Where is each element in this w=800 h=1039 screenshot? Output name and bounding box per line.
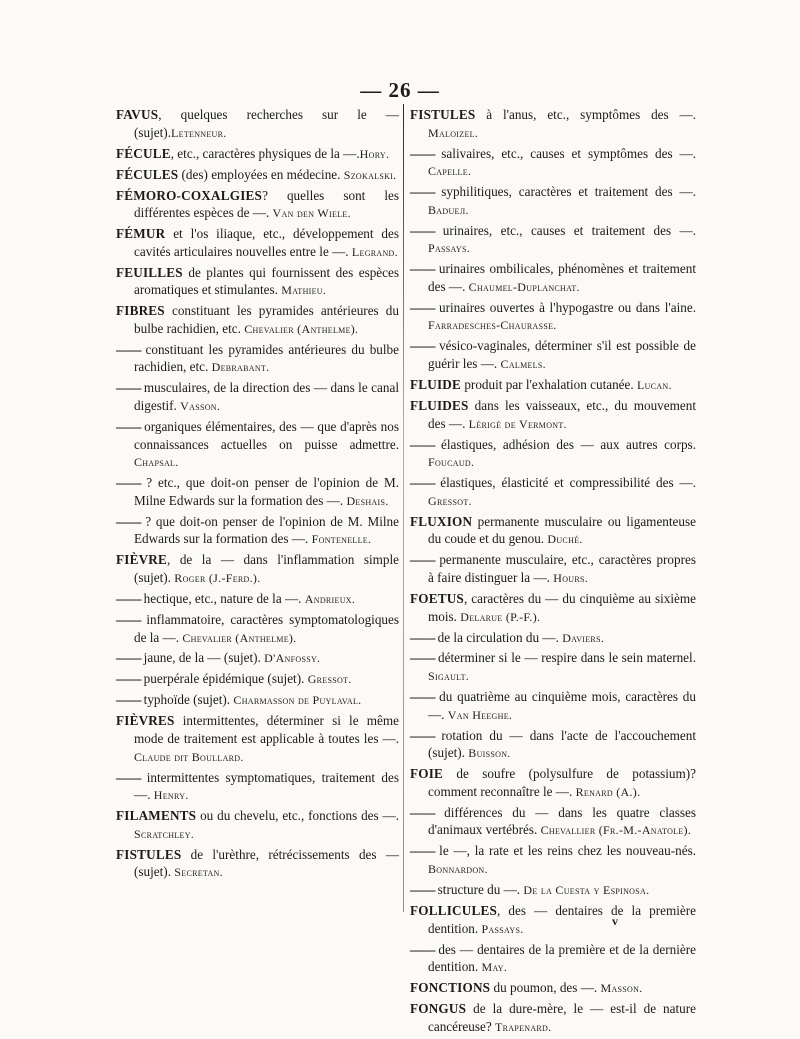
entry-author: Gressot. [307, 672, 352, 687]
entry-dash: —— [410, 184, 435, 200]
entry-dash: —— [116, 590, 141, 606]
index-entry [410, 222, 696, 258]
entry-heading: FOLLICULES [410, 902, 498, 918]
index-entry [116, 846, 399, 882]
entry-author: Henry. [153, 788, 189, 803]
entry-heading: FLUIDE [410, 377, 462, 393]
entry-dash: —— [410, 727, 435, 743]
entry-text: déterminer si le — respire dans le sein maternel. [434, 650, 696, 666]
entry-text: élastiques, élasticité et compressibilité des —. [434, 475, 696, 491]
entry-text: inflammatoire, caractères symptomatologiques de la —. [134, 611, 399, 645]
entry-author: Secretan. [174, 865, 223, 880]
entry-dash: —— [116, 650, 141, 666]
entry-text: et l'os iliaque, etc., développement des cavités articulaires nouvelles entre le —. [134, 226, 399, 259]
entry-text: , etc., caractères physiques de la —. [170, 145, 360, 161]
entry-dash: —— [410, 299, 435, 315]
entry-dash: —— [116, 341, 141, 357]
entry-heading: FÉCULE [116, 145, 171, 161]
entry-text: intermittentes, déterminer si le même mode de traitement est applicable à toutes les —. [134, 713, 399, 747]
index-entry [410, 649, 696, 685]
entry-dash: —— [410, 650, 435, 666]
entry-author: Scratchley. [134, 826, 195, 841]
entry-dash: —— [116, 671, 141, 687]
entry-heading: FLUXION [410, 513, 473, 529]
index-entry [116, 341, 399, 377]
entry-author: Fontenelle. [311, 532, 372, 547]
entry-text: rotation du — dans l'acte de l'accouchement (sujet). [428, 727, 696, 761]
index-entry [116, 712, 399, 766]
index-entry [116, 166, 399, 185]
entry-text: élastiques, adhésion des — aux autres corps. [434, 436, 696, 452]
index-entry [410, 1000, 696, 1036]
entry-author: Renard (A.). [575, 784, 641, 799]
entry-dash: —— [410, 475, 435, 491]
index-entry [410, 979, 696, 998]
entry-author: Passays. [481, 921, 524, 936]
entry-text: (des) employées en médecine. [178, 166, 344, 182]
index-entry [410, 299, 696, 335]
entry-author: Andrieux. [304, 591, 356, 606]
index-entry [116, 474, 399, 510]
entry-dash: —— [116, 475, 141, 491]
index-entry [410, 765, 696, 801]
index-entry [410, 688, 696, 724]
entry-author: Hours. [553, 570, 589, 585]
entry-text: des — dentaires de la première et de la dernière dentition. [428, 941, 696, 975]
entry-author: Debrabant. [211, 360, 270, 375]
entry-author: Mathieu. [281, 283, 327, 298]
entry-text: urinaires ouvertes à l'hypogastre ou dans l'aine. [434, 299, 696, 315]
index-entry [410, 145, 696, 181]
entry-heading: FOETUS [410, 590, 464, 606]
index-entry [116, 691, 399, 710]
entry-text: jaune, de la — (sujet). [140, 650, 265, 666]
index-entry [410, 183, 696, 219]
index-entry [116, 551, 399, 587]
entry-author: Lérigé de Vermont. [468, 416, 567, 431]
entry-text: constituant les pyramides antérieures du bulbe rachidien, etc. [134, 341, 399, 375]
entry-heading: FISTULES [410, 107, 476, 122]
index-entry [116, 611, 399, 647]
index-entry [116, 418, 399, 472]
entry-text: de soufre (polysulfure de potassium)? comment reconnaître le —. [428, 766, 696, 799]
entry-dash: —— [116, 513, 141, 529]
index-entry [116, 590, 399, 609]
index-entry [410, 376, 696, 395]
entry-author: Deshais. [346, 493, 389, 508]
entry-heading: FILAMENTS [116, 808, 197, 824]
entry-author: Van den Wiele. [272, 206, 351, 221]
entry-heading: FAVUS [116, 107, 159, 122]
entry-author: De la Cuesta y Espinosa. [523, 882, 650, 897]
index-entry [410, 106, 696, 142]
index-entry [410, 551, 696, 587]
entry-text: du quatrième au cinquième mois, caractères du —. [428, 689, 696, 722]
entry-dash: —— [116, 419, 141, 435]
entry-author: Legrand. [351, 244, 398, 259]
entry-author: Chaumel-Duplanchat. [468, 279, 580, 294]
entry-author: Foucaud. [428, 455, 475, 470]
entry-heading: FONCTIONS [410, 980, 491, 996]
entry-text: urinaires ombilicales, phénomènes et traitement des —. [428, 261, 696, 294]
entry-dash: —— [116, 611, 141, 627]
index-entry [116, 379, 399, 415]
entry-text: , de la — dans l'inflammation simple (sujet). [134, 552, 399, 585]
entry-heading: FÉCULES [116, 166, 179, 182]
entry-text: vésico-vaginales, déterminer s'il est possible de guérir les —. [428, 338, 696, 372]
entry-text: de la circulation du —. [434, 629, 563, 645]
entry-heading: FIBRES [116, 303, 165, 319]
entry-author: Szokalski. [343, 167, 397, 182]
index-entry [410, 474, 696, 510]
entry-text: de l'urèthre, rétrécissements des — (sujet). [134, 846, 399, 880]
catchword: v [612, 914, 618, 928]
entry-dash: —— [410, 629, 435, 645]
entry-author: Passays. [428, 241, 471, 256]
entry-text: , caractères du — du cinquième au sixième mois. [428, 590, 696, 624]
index-entry [116, 807, 399, 843]
entry-text: intermittentes symptomatiques, traitement des —. [134, 769, 399, 803]
index-entry [410, 397, 696, 433]
entry-text: le —, la rate et les reins chez les nouveau-nés. [434, 843, 696, 859]
entry-text: salivaires, etc., causes et symptômes des —. [434, 145, 696, 161]
entry-text: de la dure-mère, le — est-il de nature cancéreuse? [428, 1001, 696, 1034]
entry-dash: —— [410, 222, 435, 238]
entry-heading: FOIE [410, 766, 444, 782]
entry-heading: FEUILLES [116, 264, 183, 280]
entry-text: constituant les pyramides antérieures du bulbe rachidien, etc. [134, 303, 399, 336]
entry-text: ? que doit-on penser de l'opinion de M. Milne Edwards sur la formation des —. [134, 513, 399, 547]
entry-text: urinaires, etc., causes et traitement des —. [434, 222, 696, 238]
right-column [410, 106, 696, 1039]
page-number: — 26 — [360, 78, 440, 102]
entry-dash: —— [410, 261, 435, 277]
entry-dash: —— [116, 769, 141, 785]
entry-dash: —— [410, 941, 435, 957]
entry-author: Masson. [600, 981, 643, 996]
index-entry [116, 145, 399, 164]
left-column [116, 106, 399, 884]
entry-author: Van Heeghe. [447, 707, 513, 722]
index-entry [410, 436, 696, 472]
index-entry [410, 804, 696, 840]
entry-author: Gressot. [428, 493, 472, 508]
entry-author: Badueл. [428, 202, 469, 217]
index-entry [410, 842, 696, 878]
entry-author: Vasson. [180, 399, 221, 414]
entry-dash: —— [410, 145, 435, 161]
entry-author: Capelle. [428, 164, 472, 179]
entry-heading: FISTULES [116, 846, 182, 862]
entry-dash: —— [410, 843, 435, 859]
index-entry [116, 649, 399, 668]
entry-author: Chapsal. [134, 455, 179, 470]
entry-text: produit par l'exhalation cutanée. [461, 377, 637, 393]
entry-author: Buisson. [468, 746, 511, 761]
index-entry [116, 187, 399, 223]
entry-author: Trapenard. [494, 1019, 552, 1034]
index-entry [410, 941, 696, 977]
entry-heading: FONGUS [410, 1001, 467, 1017]
entry-dash: —— [116, 380, 141, 396]
entry-author: Maloizel. [428, 125, 479, 140]
entry-author: Hory. [359, 146, 390, 161]
entry-author: Chevallier (Fr.-M.-Anatole). [540, 823, 692, 838]
entry-text: ? quelles sont les différentes espèces de —. [134, 187, 399, 221]
entry-text: du poumon, des —. [490, 980, 601, 996]
entry-text: , quelques recherches sur le — (sujet). [134, 107, 399, 140]
entry-dash: —— [410, 338, 435, 354]
index-entry [410, 590, 696, 626]
entry-author: Bonnardon. [428, 861, 488, 876]
entry-author: D'Anfossy. [264, 651, 321, 666]
index-entry [410, 902, 696, 938]
entry-author: Chevalier (Anthelme). [244, 321, 359, 336]
index-entry [116, 302, 399, 338]
entry-author: Calmels. [500, 357, 546, 372]
index-entry [410, 337, 696, 373]
entry-heading: FIÈVRE [116, 552, 168, 568]
entry-dash: —— [410, 881, 435, 897]
entry-text: syphilitiques, caractères et traitement des —. [434, 184, 696, 200]
entry-author: Chevalier (Anthelme). [182, 630, 297, 645]
entry-author: Lucan. [636, 378, 672, 393]
entry-text: musculaires, de la direction des — dans le canal digestif. [134, 380, 399, 414]
entry-text: structure du —. [434, 881, 524, 897]
entry-text: ? etc., que doit-on penser de l'opinion de M. Milne Edwards sur la formation des —. [134, 475, 399, 508]
entry-author: Sigault. [428, 669, 470, 684]
index-entry [116, 769, 399, 805]
entry-dash: —— [410, 436, 435, 452]
entry-text: ou du chevelu, etc., fonctions des —. [196, 808, 399, 824]
entry-text: de plantes qui fournissent des espèces aromatiques et stimulantes. [134, 264, 399, 298]
entry-text: différences du — dans les quatre classes d'animaux vertébrés. [428, 804, 696, 838]
entry-text: permanente musculaire, etc., caractères propres à faire distinguer la —. [428, 552, 696, 585]
entry-author: Letenneur. [171, 125, 227, 140]
entry-text: organiques élémentaires, des — que d'après nos connaissances actuelles on puisse admettre. [134, 419, 399, 452]
index-entry [410, 260, 696, 296]
entry-author: Duché. [547, 532, 583, 547]
entry-text: permanente musculaire ou ligamenteuse du coude et du genou. [428, 513, 696, 547]
index-entry [410, 727, 696, 763]
index-entry [116, 106, 399, 142]
entry-text: à l'anus, etc., symptômes des —. [475, 107, 696, 122]
index-entry [410, 629, 696, 648]
index-entry [116, 264, 399, 300]
entry-text: , des — dentaires de la première dentition. [428, 902, 696, 936]
entry-author: Daviers. [562, 630, 605, 645]
entry-text: dans les vaisseaux, etc., du mouvement des —. [428, 398, 696, 431]
entry-text: typhoïde (sujet). [140, 692, 234, 708]
entry-dash: —— [410, 552, 435, 568]
entry-heading: FÉMORO-COXALGIES [116, 187, 263, 203]
entry-dash: —— [410, 689, 435, 705]
index-entry [116, 513, 399, 549]
entry-text: puerpérale épidémique (sujet). [140, 671, 308, 687]
entry-author: Delarue (P.-F.). [460, 609, 541, 624]
entry-author: Charmasson de Puylaval. [233, 693, 362, 708]
entry-author: May. [481, 960, 508, 975]
entry-author: Claude dit Boullard. [134, 749, 244, 764]
index-entry [410, 881, 696, 900]
index-entry [116, 225, 399, 261]
entry-dash: —— [116, 692, 141, 708]
entry-dash: —— [410, 804, 435, 820]
index-entry [116, 670, 399, 689]
entry-heading: FÉMUR [116, 226, 166, 242]
entry-heading: FIÈVRES [116, 713, 175, 729]
entry-text: hectique, etc., nature de la —. [140, 590, 305, 606]
entry-author: Farradesches-Chaurasse. [428, 318, 557, 333]
column-divider [403, 104, 404, 912]
index-entry [410, 513, 696, 549]
entry-author: Roger (J.-Ferd.). [174, 570, 261, 585]
entry-heading: FLUIDES [410, 398, 469, 414]
